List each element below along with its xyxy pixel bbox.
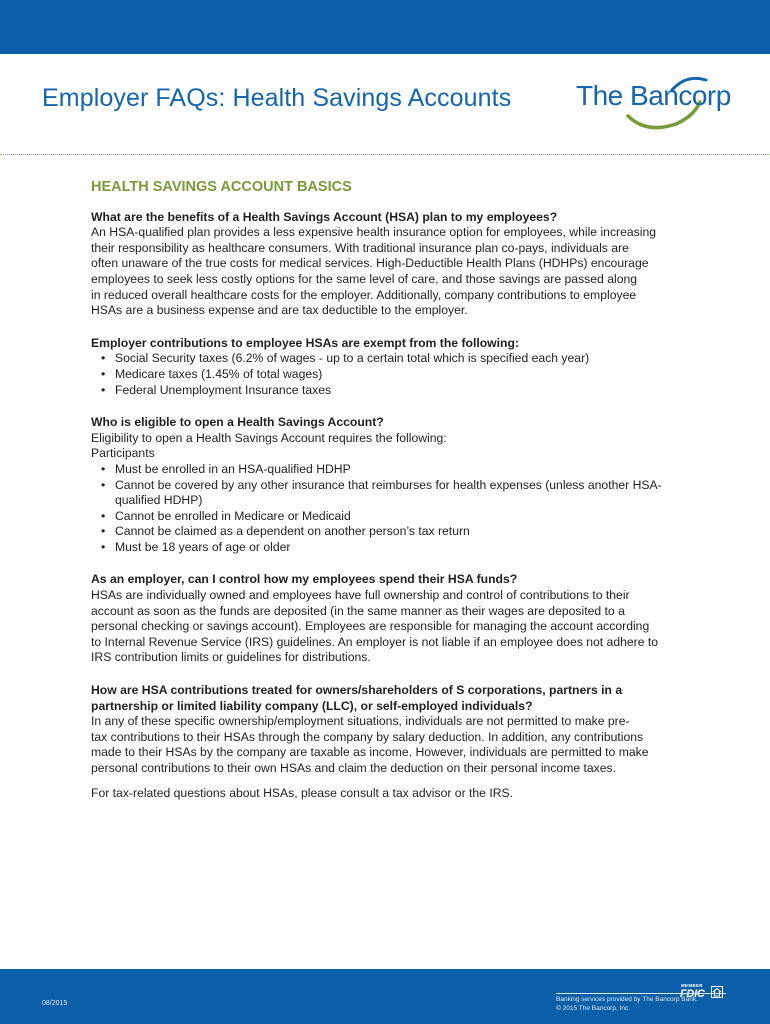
list-item: • Cannot be enrolled in Medicare or Medicaid [115, 509, 681, 525]
answer-line: personal checking or savings account). Employees are responsible for managing the account according [91, 619, 650, 634]
footer-rule [556, 993, 726, 994]
faq-block-exemptions [91, 336, 681, 398]
bullet-list [91, 462, 681, 556]
answer-line: An HSA-qualified plan provides a less expensive health insurance option for employees, while increasing [91, 225, 657, 240]
question-heading: How are HSA contributions treated for owners/shareholders of S corporations, partners in a [91, 683, 623, 698]
list-item: • Federal Unemployment Insurance taxes [115, 383, 681, 399]
faq-content [91, 180, 681, 801]
question-heading: As an employer, can I control how my employees spend their HSA funds? [91, 572, 518, 587]
question-heading: partnership or limited liability company (LLC), or self-employed individuals? [91, 698, 533, 713]
footer-legal [556, 993, 726, 1013]
question-heading: Who is eligible to open a Health Savings Account? [91, 415, 384, 430]
answer-line: often unaware of the true costs for medical services. High-Deductible Health Plans (HDHPs) encourage [91, 256, 649, 271]
answer-line: Participants [91, 446, 155, 461]
answer-line: employees to seek less costly options for the same level of care, and those savings are passed along [91, 271, 638, 286]
faq-block-eligibility [91, 415, 681, 555]
logo-text-brand: Bancorp [630, 80, 731, 111]
copyright-line: © 2015 The Bancorp, Inc. [556, 1005, 631, 1012]
list-item: • Medicare taxes (1.45% of total wages) [115, 367, 681, 383]
answer-line: IRS contribution limits or guidelines for distributions. [91, 650, 371, 665]
list-item: • Must be 18 years of age or older [115, 540, 681, 556]
answer-line: made to their HSAs by the company are taxable as income. However, individuals are permitted to make [91, 745, 649, 760]
answer-line: account as soon as the funds are deposited (in the same manner as their wages are deposited to a [91, 603, 625, 618]
answer-line: HSAs are a business expense and are tax deductible to the employer. [91, 303, 468, 318]
bancorp-logo [576, 72, 736, 134]
answer-line: tax contributions to their HSAs through the company by salary deduction. In addition, any contributions [91, 729, 644, 744]
fdic-member-label: MEMBER [681, 983, 703, 988]
answer-line: their responsibility as healthcare consumers. With traditional insurance plan co-pays, individuals are [91, 240, 629, 255]
top-banner [0, 0, 770, 54]
answer-line: HSAs are individually owned and employees have full ownership and control of contributions to their [91, 588, 630, 603]
closing-note: For tax-related questions about HSAs, please consult a tax advisor or the IRS. [91, 785, 514, 800]
bullet-list [91, 351, 681, 398]
section-heading: HEALTH SAVINGS ACCOUNT BASICS [91, 179, 352, 195]
list-item: • Social Security taxes (6.2% of wages - up to a certain total which is specified each year) [115, 351, 681, 367]
legal-line: Banking services provided by The Bancorp Bank. [556, 996, 698, 1003]
list-item: • Cannot be claimed as a dependent on another person’s tax return [115, 524, 681, 540]
question-heading: Employer contributions to employee HSAs are exempt from the following: [91, 335, 519, 350]
list-item: • Cannot be covered by any other insurance that reimburses for health expenses (unless another HSA-qualified HDHP) [115, 478, 681, 509]
logo-text-the: The [576, 80, 623, 111]
footer-date: 08/2015 [42, 1000, 68, 1007]
faq-block-owners [91, 683, 681, 777]
answer-line: In any of these specific ownership/employment situations, individuals are not permitted to make pre- [91, 714, 630, 729]
page-title: Employer FAQs: Health Savings Accounts [42, 84, 512, 112]
faq-block-control [91, 572, 681, 666]
list-item: • Must be enrolled in an HSA-qualified HDHP [115, 462, 681, 478]
dotted-divider [0, 154, 770, 155]
answer-line: in reduced overall healthcare costs for the employer. Additionally, company contributions to employee [91, 287, 637, 302]
faq-block-benefits [91, 210, 681, 319]
answer-line: to Internal Revenue Service (IRS) guidelines. An employer is not liable if an employee does not adhere to [91, 634, 659, 649]
question-heading: What are the benefits of a Health Savings Account (HSA) plan to my employees? [91, 209, 558, 224]
answer-line: personal contributions to their own HSAs and claim the deduction on their personal income taxes. [91, 761, 617, 775]
answer-line: Eligibility to open a Health Savings Account requires the following: [91, 430, 447, 445]
fdic-mark: FDIC [680, 988, 705, 1000]
